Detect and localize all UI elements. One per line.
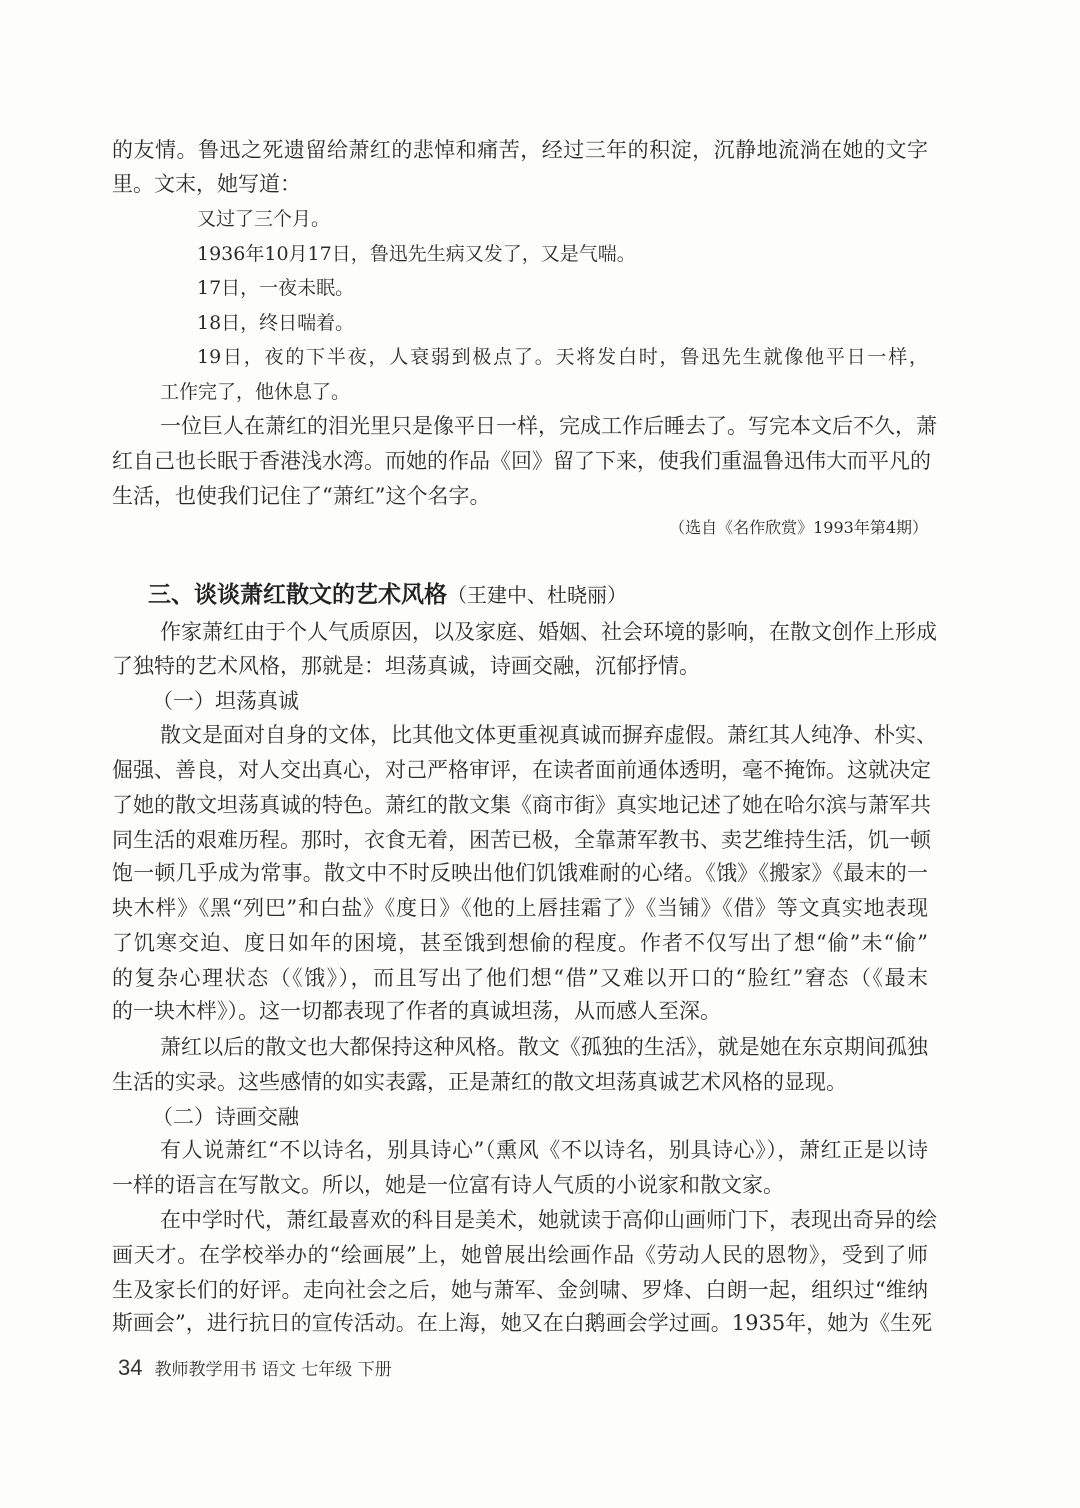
page-footer [118, 1355, 392, 1381]
body-line: 作家萧红由于个人气质原因，以及家庭、婚姻、社会环境的影响，在散文创作上形成 [160, 620, 937, 644]
section-heading [148, 580, 964, 610]
body-line: 萧红以后的散文也大都保持这种风格。散文《孤独的生活》，就是她在东京期间孤独 [160, 1035, 928, 1059]
quote-line: 又过了三个月。 [197, 208, 331, 230]
body-line: 生活的实录。这些感情的如实表露，正是萧红的散文坦荡真诚艺术风格的显现。 [112, 1070, 847, 1094]
quote-line: 19日，夜的下半夜，人衰弱到极点了。天将发白时，鲁迅先生就像他平日一样， [197, 346, 928, 368]
body-line: 同生活的艰难历程。那时，衣食无着，困苦已极，全靠萧军教书、卖艺维持生活，饥一顿 [112, 828, 931, 852]
body-line: 了独特的艺术风格，那就是：坦荡真诚，诗画交融，沉郁抒情。 [112, 654, 700, 678]
body-line: 的友情。鲁迅之死遗留给萧红的悲悼和痛苦，经过三年的积淀，沉静地流淌在她的文字 [112, 138, 928, 162]
body-line: 画天才。在学校举办的“绘画展”上，她曾展出绘画作品《劳动人民的恩物》，受到了师 [112, 1243, 928, 1267]
quote-line: 17日，一夜未眠。 [197, 277, 355, 299]
quote-line: 18日，终日喘着。 [197, 312, 355, 334]
quote-line: 工作完了，他休息了。 [160, 381, 351, 403]
body-line: 块木柈》《黑“列巴”和白盐》《度日》《他的上唇挂霜了》《当铺》《借》等文真实地表现 [112, 896, 928, 920]
body-line: 里。文末，她写道： [112, 172, 301, 196]
body-line: 有人说萧红“不以诗名，别具诗心”（熏风《不以诗名，别具诗心》），萧红正是以诗 [160, 1138, 928, 1162]
body-line: 散文是面对自身的文体，比其他文体更重视真诚而摒弃虚假。萧红其人纯净、朴实、 [160, 723, 937, 747]
page-number: 34 [118, 1355, 143, 1380]
body-line: 一位巨人在萧红的泪光里只是像平日一样，完成工作后睡去了。写完本文后不久，萧 [160, 414, 937, 438]
body-line: 饱一顿几乎成为常事。散文中不时反映出他们饥饿难耐的心绪。《饿》《搬家》《最末的一 [112, 861, 928, 885]
body-line: 红自己也长眠于香港浅水湾。而她的作品《回》留了下来，使我们重温鲁迅伟大而平凡的 [112, 449, 931, 473]
body-line: 倔强、善良，对人交出真心，对己严格审评，在读者面前通体透明，毫不掩饰。这就决定 [112, 758, 931, 782]
body-line: 的复杂心理状态（《饿》），而且写出了他们想“借”又难以开口的“脸红”窘态（《最末 [112, 966, 928, 990]
subheading: （二）诗画交融 [152, 1105, 299, 1129]
source-citation: （选自《名作欣赏》1993年第4期） [669, 518, 928, 537]
body-line: 了饥寒交迫、度日如年的困境，甚至饿到想偷的程度。作者不仅写出了想“偷”未“偷” [112, 931, 928, 955]
body-line: 了她的散文坦荡真诚的特色。萧红的散文集《商市街》真实地记述了她在哈尔滨与萧军共 [112, 793, 931, 817]
subheading: （一）坦荡真诚 [152, 689, 299, 713]
quote-line: 1936年10月17日，鲁迅先生病又发了，又是气喘。 [197, 243, 636, 265]
section-authors: （王建中、杜晓丽） [447, 583, 627, 607]
body-line: 的一块木柈》）。这一切都表现了作者的真诚坦荡，从而感人至深。 [112, 999, 721, 1023]
body-line: 生及家长们的好评。走向社会之后，她与萧军、金剑啸、罗烽、白朗一起，组织过“维纳 [112, 1278, 928, 1302]
section-title: 三、谈谈萧红散文的艺术风格 [148, 581, 447, 608]
body-line: 生活，也使我们记住了“萧红”这个名字。 [112, 484, 491, 508]
body-line: 一样的语言在写散文。所以，她是一位富有诗人气质的小说家和散文家。 [112, 1173, 784, 1197]
body-line: 斯画会”，进行抗日的宣传活动。在上海，她又在白鹅画会学过画。1935年，她为《生死 [112, 1311, 933, 1335]
body-line: 在中学时代，萧红最喜欢的科目是美术，她就读于高仰山画师门下，表现出奇异的绘 [160, 1208, 937, 1232]
book-title: 教师教学用书 语文 七年级 下册 [154, 1360, 392, 1380]
